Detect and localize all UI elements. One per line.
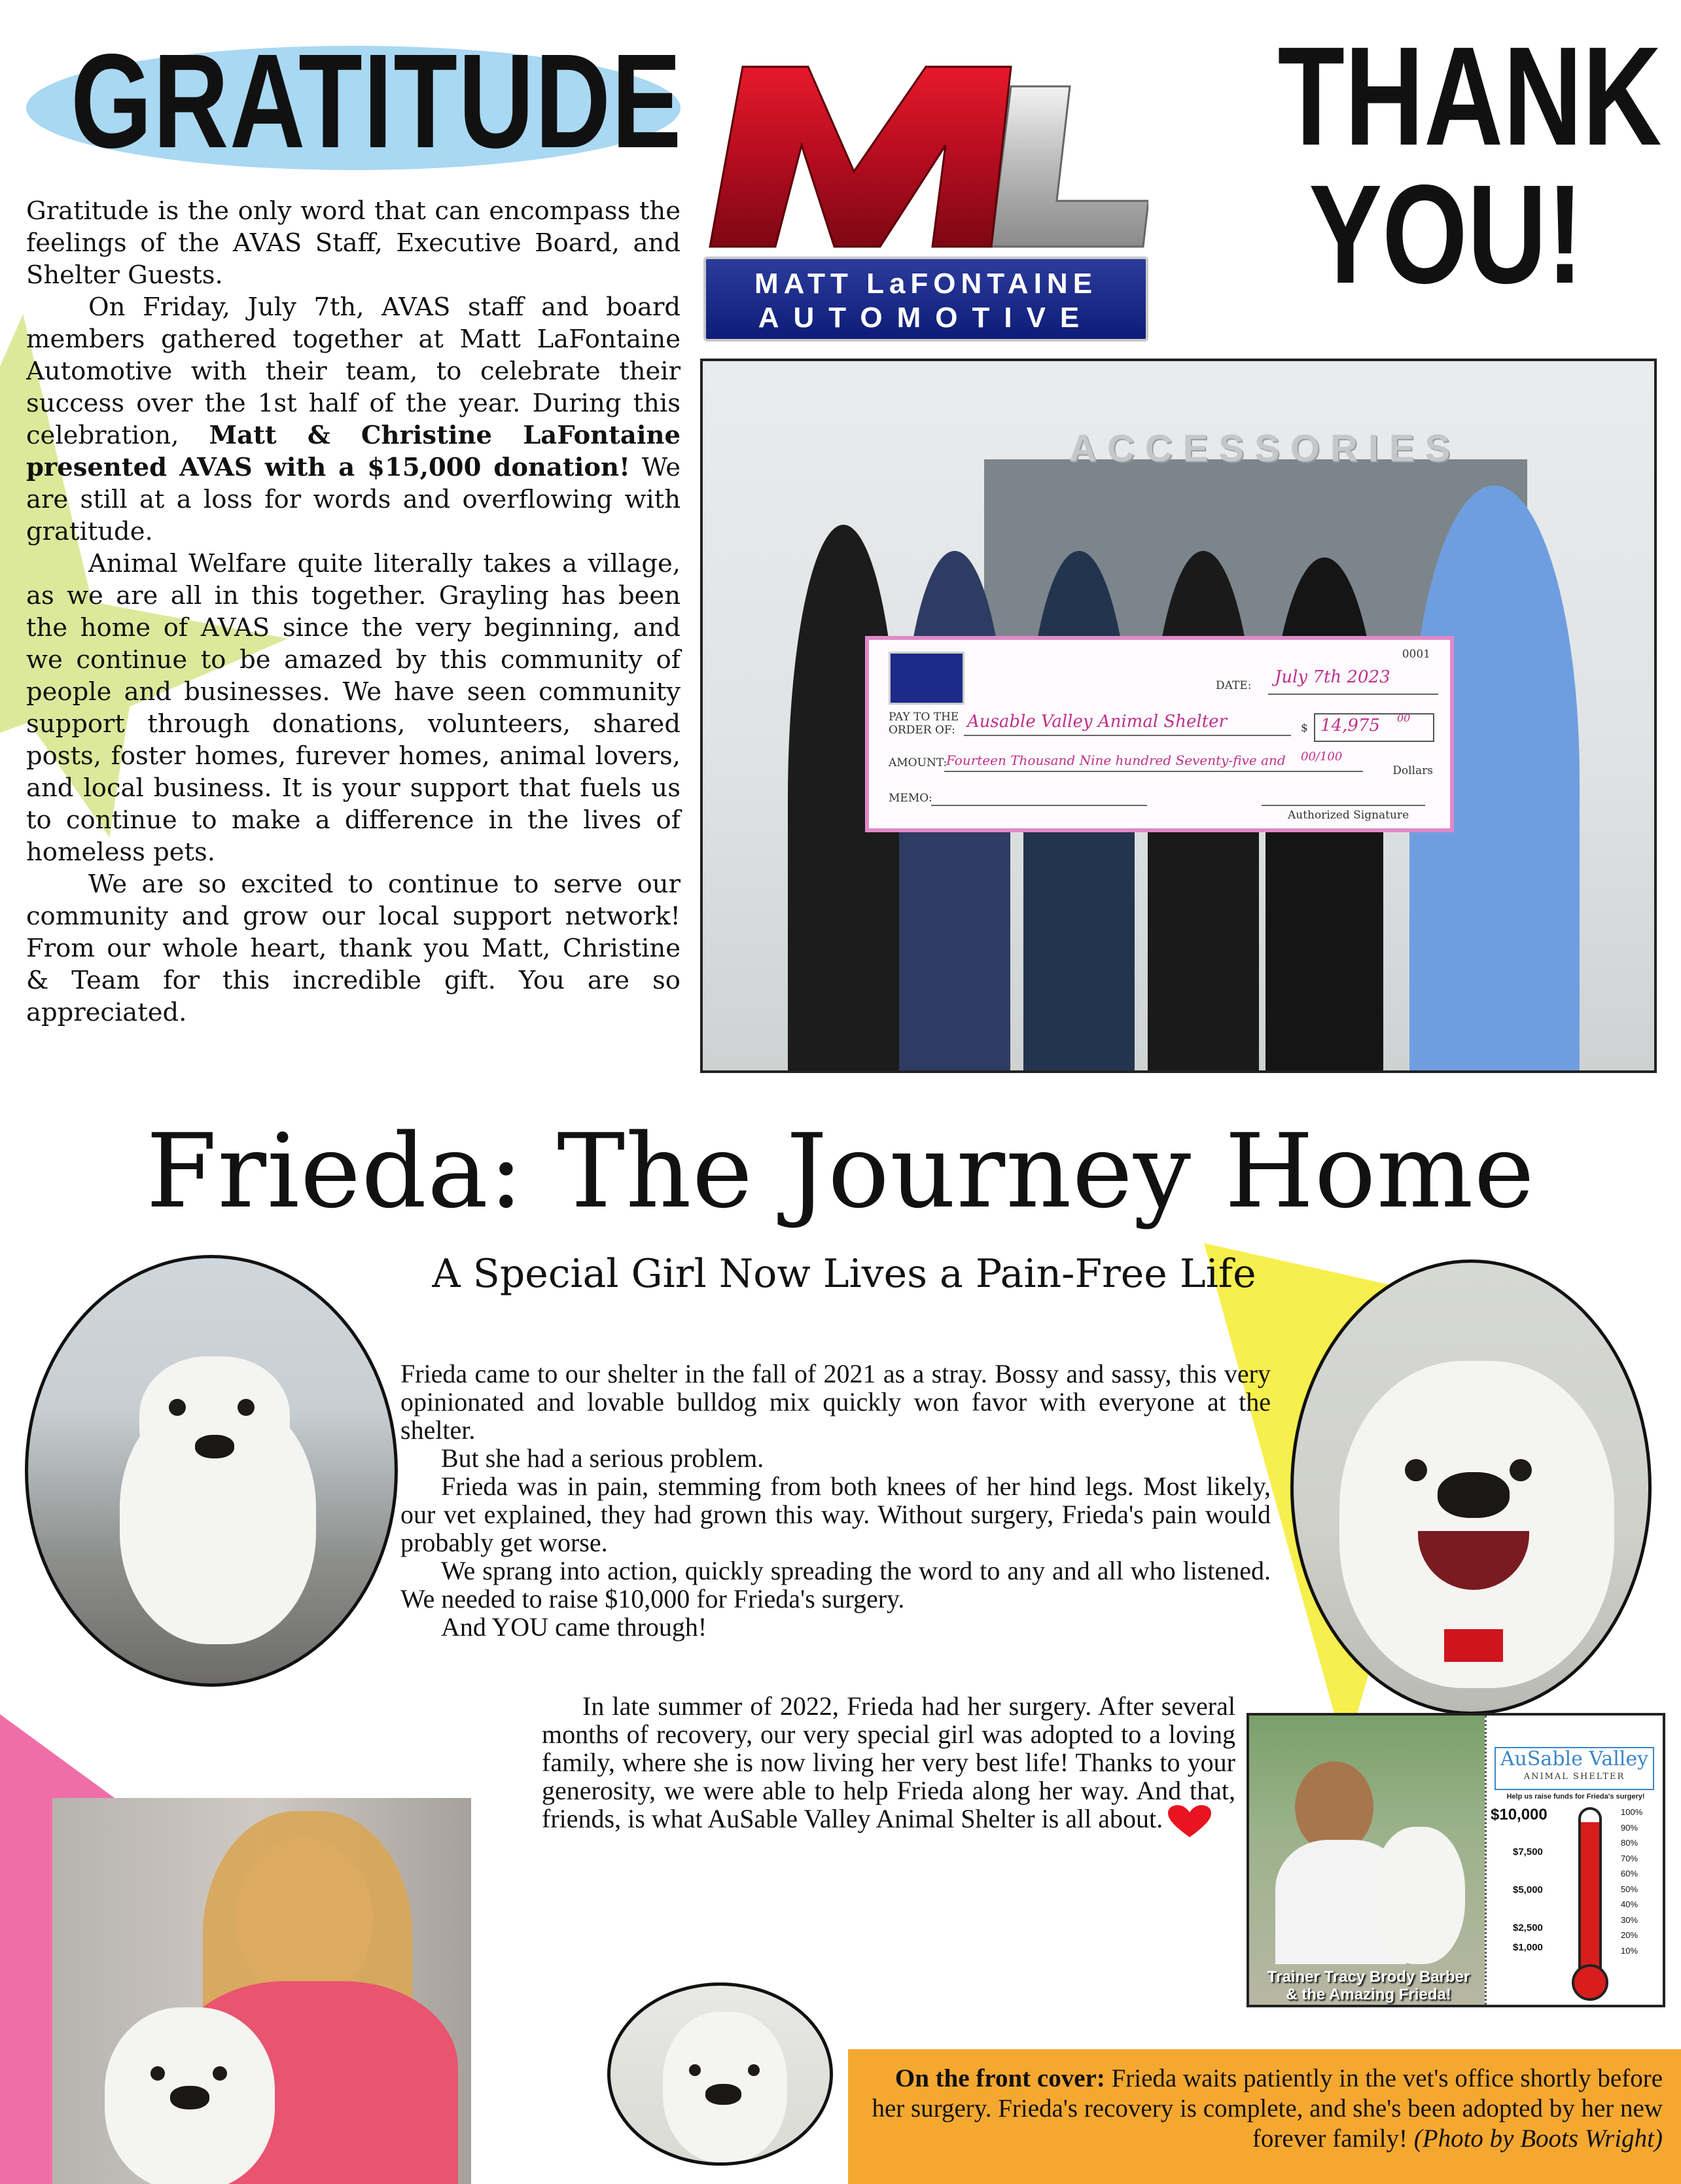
brand-line-2: ANIMAL SHELTER (1523, 1772, 1625, 1782)
frieda-smiling-photo (1290, 1259, 1652, 1715)
check-amount-number: 14,975 (1320, 716, 1380, 735)
thank-you-heading (1277, 17, 1662, 313)
amount-10000: $10,000 (1491, 1806, 1548, 1823)
red-heart-icon (1167, 1805, 1212, 1839)
donation-check (865, 636, 1454, 832)
frieda-subtitle: A Special Girl Now Lives a Pain-Free Life (432, 1251, 1256, 1297)
dog-body (1373, 1827, 1465, 1964)
shelter-brand-box (1495, 1747, 1654, 1790)
you-line: YOU! (1309, 154, 1584, 313)
check-signature-label: Authorized Signature (1288, 809, 1409, 822)
check-dollars-label: Dollars (1392, 764, 1433, 777)
check-amount-label: AMOUNT: (889, 756, 947, 769)
dog-eye (169, 1399, 186, 1416)
gratitude-article (26, 195, 681, 1029)
check-presentation-photo (700, 359, 1657, 1073)
ml-logo-icon (703, 60, 1148, 250)
frieda-closeup-photo (607, 1982, 833, 2166)
photo-credit: (Photo by Boots Wright) (1413, 2124, 1663, 2153)
front-cover-note (848, 2049, 1681, 2184)
check-dollar-sign: $ (1301, 722, 1308, 735)
thermometer-bulb (1572, 1964, 1608, 2001)
frieda-title: Frieda: The Journey Home (146, 1112, 1535, 1231)
trainer-photo (1249, 1716, 1485, 2005)
matt-lafontaine-logo (703, 60, 1148, 348)
logo-nameplate (703, 256, 1148, 342)
check-payee: Ausable Valley Animal Shelter (967, 712, 1227, 731)
amount-1000: $1,000 (1513, 1942, 1543, 1953)
dog-eye (150, 2066, 165, 2081)
dog-eye (238, 1399, 255, 1416)
brand-line-1: AuSable Valley (1500, 1748, 1649, 1770)
p2-text-end: We are still at a loss for words and overflowing with gratitude. (26, 453, 681, 546)
frieda-paragraph-5: And YOU came through! (441, 1612, 707, 1642)
percent-label: 30% (1621, 1914, 1638, 1925)
check-memo-line (931, 805, 1147, 806)
cover-note-text: Frieda waits patiently in the vet's office shortly before her surgery. Frieda's recovery is complete, and she's been adopted by her new forever family! (872, 2064, 1663, 2153)
percent-label: 80% (1621, 1838, 1638, 1848)
caption-line-2: & the Amazing Frieda! (1286, 1986, 1451, 2003)
amount-5000: $5,000 (1513, 1884, 1543, 1895)
p2-bold-donation: Matt & Christine LaFontaine presented AVAS with a $15,000 donation! (26, 421, 681, 482)
article-paragraph-4: We are so excited to continue to serve our community and grow our local support network! From our whole heart, thank you Matt, Christine & Team for this incredible gift. You are so appreciated. (26, 870, 681, 1027)
check-amount-box (1314, 713, 1434, 742)
thermometer-panel (1485, 1716, 1665, 2005)
trainer-caption (1256, 1968, 1481, 2003)
percent-label: 90% (1621, 1822, 1638, 1833)
check-number: 0001 (1402, 648, 1430, 661)
dog-nose (170, 2086, 209, 2109)
dog-eye (1510, 1459, 1532, 1481)
frieda-paragraph-4: We sprang into action, quickly spreading the word to any and all who listened. We needed to raise $10,000 for Frieda's surgery. (400, 1556, 1271, 1613)
check-date-label: DATE: (1216, 679, 1252, 692)
caption-line-1: Trainer Tracy Brody Barber (1267, 1968, 1470, 1986)
fundraiser-thermometer-card (1247, 1713, 1665, 2007)
percent-label: 60% (1621, 1869, 1638, 1878)
percent-label: 20% (1621, 1930, 1638, 1940)
frieda-article-bottom (542, 1692, 1235, 1839)
logo-line2: AUTOMOTIVE (758, 302, 1094, 334)
p2-text-start: On Friday, July 7th, AVAS staff and board members gathered together at Matt LaFontaine Automotive with their team, to celebrate their success over the 1st half of the year. During this celebration, (26, 292, 681, 450)
dog-nose (705, 2084, 741, 2105)
frieda-article-top (400, 1360, 1271, 1641)
check-logo-icon (889, 652, 964, 705)
article-paragraph-3: Animal Welfare quite literally takes a village, as we are all in this together. Grayling has been the home of AVAS since the very beginning, and we continue to be amazed by this community of people and businesses. We have seen community support through donations, volunteers, shared posts, foster homes, furever homes, animal lovers, and local business. It is your support that fuels us to continue to make a difference in the lives of homeless pets. (26, 549, 681, 867)
dog-head (139, 1356, 290, 1487)
check-amount-line (944, 771, 1363, 772)
amount-2500: $2,500 (1513, 1922, 1543, 1933)
logo-line1: MATT LaFONTAINE (754, 268, 1098, 300)
dog-eye (689, 2064, 701, 2076)
check-amount-fraction: 00/100 (1301, 750, 1343, 764)
percent-label: 40% (1621, 1899, 1638, 1909)
cover-note-label: On the front cover: (894, 2064, 1105, 2092)
percent-label: 50% (1621, 1884, 1638, 1894)
dog-nose (195, 1435, 234, 1458)
thank-line: THANK (1277, 17, 1662, 175)
frieda-with-woman-photo (52, 1798, 471, 2184)
dog-eye (1405, 1459, 1427, 1481)
dog-eye (213, 2066, 227, 2081)
frieda-paragraph-6 (542, 1692, 1235, 1839)
thermometer-tube (1578, 1807, 1602, 1971)
check-amount-words: Fourteen Thousand Nine hundred Seventy-five and (946, 752, 1286, 768)
article-paragraph-1: Gratitude is the only word that can encompass the feelings of the AVAS Staff, Executive Board, and Shelter Guests. (26, 196, 681, 290)
check-pay-label: PAY TO THE ORDER OF: (889, 711, 959, 737)
trainer-head (1295, 1761, 1373, 1853)
amount-7500: $7,500 (1513, 1846, 1543, 1858)
check-date-value: July 7th 2023 (1275, 667, 1390, 687)
check-payee-line (964, 735, 1291, 736)
frieda-paragraph-3: Frieda was in pain, stemming from both knees of her hind legs. Most likely, our vet explained, they had grown this way. Without surgery, Frieda's pain would probably get worse. (400, 1471, 1271, 1557)
thermometer-fill (1581, 1822, 1599, 1968)
red-bow (1444, 1629, 1503, 1662)
check-date-line (1268, 694, 1438, 695)
percent-label: 70% (1621, 1853, 1638, 1863)
check-amount-cents: 00 (1397, 712, 1411, 724)
dog-eye (748, 2064, 760, 2076)
check-signature-line (1262, 805, 1425, 806)
frieda-paragraph-2: But she had a serious problem. (441, 1443, 764, 1473)
article-paragraph-2 (26, 291, 681, 548)
percent-label: 100% (1621, 1807, 1643, 1817)
percent-label: 10% (1621, 1945, 1638, 1956)
check-memo-label: MEMO: (889, 792, 932, 805)
frieda-paragraph-1: Frieda came to our shelter in the fall of 2021 as a stray. Bossy and sassy, this very opinionated and lovable bulldog mix quickly won favor with everyone at the shelter. (400, 1359, 1271, 1445)
help-raise-text: Help us raise funds for Frieda's surgery! (1506, 1793, 1645, 1801)
frieda-snow-photo (25, 1255, 398, 1687)
dog-nose (1438, 1472, 1510, 1518)
accessories-sign: ACCESSORIES (1069, 427, 1461, 470)
frieda-paragraph-6-text: In late summer of 2022, Frieda had her surgery. After several months of recovery, our very special girl was adopted to a loving family, where she is now living her very best life! Thanks to your generosity, we were able to help Frieda along her way. And that, friends, is what AuSable Valley Animal Shelter is all about. (542, 1691, 1235, 1834)
gratitude-heading: GRATITUDE (71, 26, 682, 176)
